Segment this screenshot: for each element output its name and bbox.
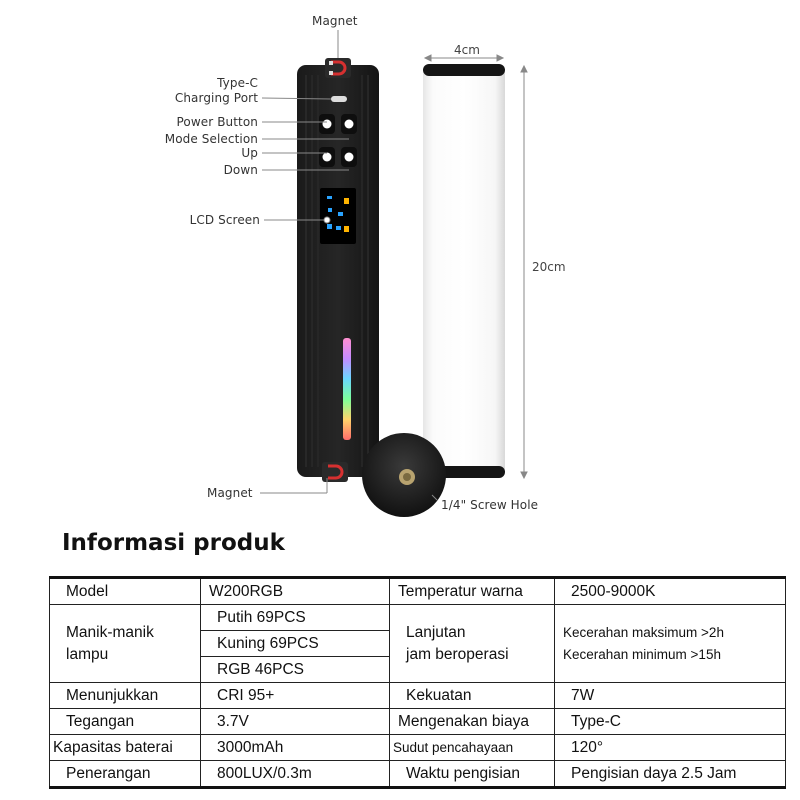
screw-hole-label: 1/4" Screw Hole (441, 498, 539, 512)
spec-value-lux: 800LUX/0.3m (201, 761, 390, 788)
spec-label-battery: Kapasitas baterai (50, 735, 201, 761)
magnet-top-icon (325, 58, 351, 78)
spec-label-charge-port: Mengenakan biaya (390, 709, 555, 735)
spec-label-runtime (390, 605, 555, 683)
screw-hole-base (362, 433, 446, 517)
spec-label-beads-line1: Manik-manik (66, 623, 154, 641)
spec-value-display: CRI 95+ (201, 683, 390, 709)
spec-label-beam-angle: Sudut pencahayaan (390, 735, 555, 761)
typec-port-icon (331, 96, 347, 102)
typec-label-line1: Type-C (217, 76, 258, 90)
table-row (50, 683, 786, 709)
spec-value-beads-yellow: Kuning 69PCS (201, 631, 390, 657)
mode-selection-label: Mode Selection (164, 132, 258, 146)
up-label: Up (241, 146, 258, 160)
mode-button (341, 114, 357, 134)
magnet-bottom-label: Magnet (207, 486, 253, 500)
width-dimension-label: 4cm (454, 43, 480, 57)
typec-label-line2: Charging Port (174, 91, 258, 105)
spec-value-charge-time: Pengisian daya 2.5 Jam (555, 761, 786, 788)
spec-label-beads (50, 605, 201, 683)
magnet-bottom-icon (322, 462, 348, 482)
light-body-black (297, 65, 379, 477)
spec-value-beads-rgb: RGB 46PCS (201, 657, 390, 683)
up-button (319, 147, 335, 167)
spec-label-display: Menunjukkan (50, 683, 201, 709)
spec-table (49, 576, 786, 789)
magnet-top-label: Magnet (312, 14, 358, 28)
spec-value-charge-port: Type-C (555, 709, 786, 735)
spec-label-power: Kekuatan (390, 683, 555, 709)
spec-label-runtime-line1: Lanjutan (406, 623, 466, 641)
spec-value-beads-white: Putih 69PCS (201, 605, 390, 631)
table-row (50, 761, 786, 788)
height-dimension-label: 20cm (532, 260, 566, 274)
lcd-screen-label: LCD Screen (189, 213, 260, 227)
spec-label-runtime-line2: jam beroperasi (406, 645, 509, 663)
spec-value-voltage: 3.7V (201, 709, 390, 735)
spec-value-color-temp: 2500-9000K (555, 578, 786, 605)
spec-value-beam-angle: 120° (555, 735, 786, 761)
table-row (50, 709, 786, 735)
rgb-led-strip (343, 338, 351, 440)
spec-label-beads-line2: lampu (66, 645, 109, 663)
spec-value-runtime (555, 605, 786, 683)
spec-label-voltage: Tegangan (50, 709, 201, 735)
section-title: Informasi produk (62, 530, 285, 556)
power-button-label: Power Button (176, 115, 258, 129)
spec-label-charge-time: Waktu pengisian (390, 761, 555, 788)
spec-label-color-temp: Temperatur warna (390, 578, 555, 605)
table-row (50, 578, 786, 605)
lcd-screen-icon (320, 188, 356, 244)
down-label: Down (223, 163, 258, 177)
spec-label-model: Model (50, 578, 201, 605)
light-tube-white (423, 64, 505, 478)
spec-value-power: 7W (555, 683, 786, 709)
spec-label-lux: Penerangan (50, 761, 201, 788)
down-button (341, 147, 357, 167)
power-button (319, 114, 335, 134)
spec-value-model: W200RGB (201, 578, 390, 605)
table-row (50, 735, 786, 761)
spec-value-battery: 3000mAh (201, 735, 390, 761)
spec-value-runtime-max: Kecerahan maksimum >2h (563, 624, 724, 640)
spec-value-runtime-min: Kecerahan minimum >15h (563, 646, 721, 662)
table-row (50, 605, 786, 631)
